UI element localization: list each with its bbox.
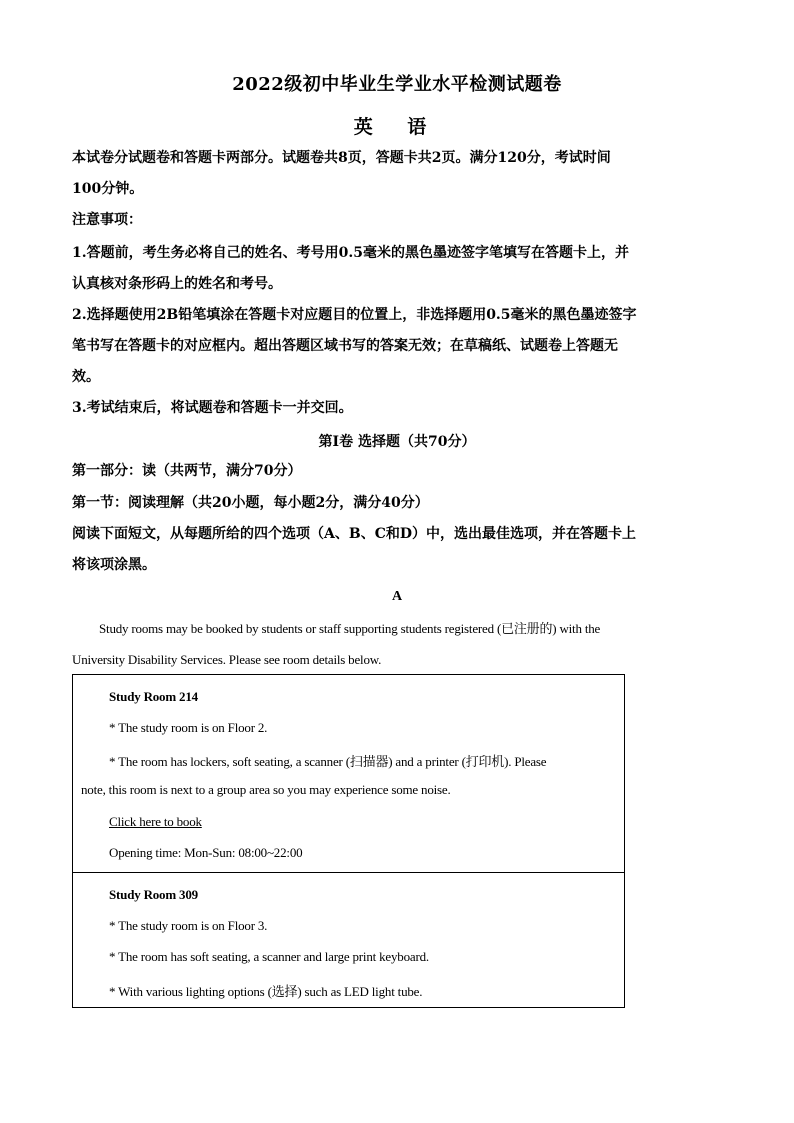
notice-item-1-line-2: 认真核对条形码上的姓名和考号。 <box>72 276 282 292</box>
room-features-line-1: * The room has lockers, soft seating, a scanner (扫描器) and a printer (打印机). Please <box>109 754 547 769</box>
intro-line-2: 100分钟。 <box>72 181 144 197</box>
room-floor: * The study room is on Floor 2. <box>109 720 268 735</box>
subsection-title: 第一节：阅读理解（共20小题，每小题2分，满分40分） <box>72 495 429 511</box>
room-title: Study Room 214 <box>109 689 198 704</box>
instruction-line-1: 阅读下面短文，从每题所给的四个选项（A、B、C和D）中，选出最佳选项，并在答题卡上 <box>72 526 636 542</box>
passage-label: A <box>391 589 403 604</box>
notice-title: 注意事项： <box>72 212 142 228</box>
intro-line-1: 本试卷分试题卷和答题卡两部分。试题卷共8页，答题卡共2页。满分120分，考试时间 <box>72 150 611 166</box>
notice-item-2-line-2: 笔书写在答题卡的对应框内。超出答题区域书写的答案无效；在草稿纸、试题卷上答题无 <box>72 338 618 354</box>
subject-title: 英 语 <box>353 116 441 138</box>
notice-item-3: 3.考试结束后，将试题卷和答题卡一并交回。 <box>72 400 353 416</box>
notice-item-2-line-3: 效。 <box>72 369 100 385</box>
passage-line-1: Study rooms may be booked by students or staff supporting students registered (已注册的) with the <box>99 621 601 636</box>
notice-item-1-line-1: 1.答题前，考生务必将自己的姓名、考号用0.5毫米的黑色墨迹签字笔填写在答题卡上，并 <box>72 245 629 261</box>
volume-title: 第Ⅰ卷 选择题（共70分） <box>318 434 476 450</box>
room-features-line-1: * The room has soft seating, a scanner and large print keyboard. <box>109 949 429 964</box>
room-features-line-2: note, this room is next to a group area so you may experience some noise. <box>81 782 451 797</box>
study-room-214-box <box>72 674 625 873</box>
passage-line-2: University Disability Services. Please see room details below. <box>72 652 382 667</box>
notice-item-2-line-1: 2.选择题使用2B铅笔填涂在答题卡对应题目的位置上，非选择题用0.5毫米的黑色墨迹签字 <box>72 307 637 323</box>
study-room-309-box <box>72 872 625 1008</box>
exam-title: 2022级初中毕业生学业水平检测试题卷 <box>232 74 562 95</box>
part-title: 第一部分：读（共两节，满分70分） <box>72 463 302 479</box>
room-lighting: * With various lighting options (选择) such as LED light tube. <box>109 984 423 999</box>
book-room-link[interactable]: Click here to book <box>109 814 202 829</box>
instruction-line-2: 将该项涂黑。 <box>72 557 156 573</box>
room-opening-time: Opening time: Mon-Sun: 08:00~22:00 <box>109 845 303 860</box>
room-title: Study Room 309 <box>109 887 198 902</box>
room-floor: * The study room is on Floor 3. <box>109 918 268 933</box>
